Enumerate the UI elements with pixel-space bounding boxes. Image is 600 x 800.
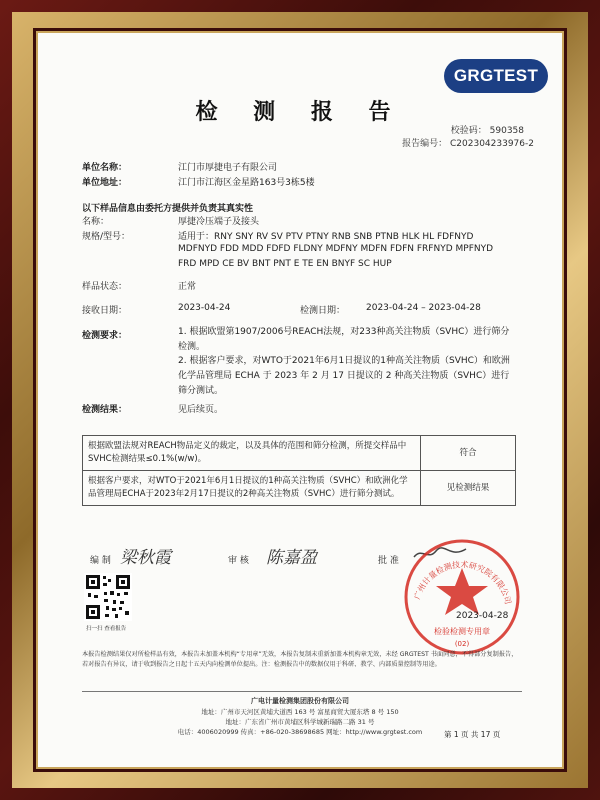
footer-company: 广电计量检测集团股份有限公司 bbox=[251, 697, 349, 705]
official-seal bbox=[403, 538, 521, 656]
qr-caption: 扫一扫 查看报告 bbox=[86, 626, 127, 632]
grgtest-logo: GRGTEST bbox=[444, 59, 548, 93]
reviewer-signature: 陈嘉盈 bbox=[266, 548, 317, 568]
footer-contact: 电话：4006020999 传真：+86-020-38698685 网址：http://www.grgtest.com bbox=[177, 728, 423, 736]
result-label: 检测结果： bbox=[82, 405, 128, 415]
editor-signature: 梁秋霞 bbox=[120, 548, 171, 568]
footer-address: 地址：广州市天河区黄埔大道西 163 号 富星商贸大厦东塔 8 号 150 bbox=[201, 708, 399, 716]
qr-code[interactable] bbox=[84, 573, 132, 621]
test-date: 2023-04-24 – 2023-04-28 bbox=[366, 303, 481, 313]
sample-info-heading: 以下样品信息由委托方提供并负责其真实性 bbox=[82, 204, 254, 214]
requirement-item: 1. 根据欧盟第1907/2006号REACH法规，对233种高关注物质（SVHC）进行筛分检测。 bbox=[178, 327, 510, 352]
sample-state-label: 样品状态： bbox=[82, 282, 128, 292]
unit-address: 江门市江海区金星路163号3栋5楼 bbox=[178, 178, 315, 188]
footer-divider bbox=[82, 691, 522, 692]
seal-date: 2023-04-28 bbox=[456, 611, 509, 621]
report-number-row: 报告编号： C202304233976-2 bbox=[402, 139, 534, 149]
report-notes: 本报告检测结果仅对所检样品有效，本报告未加盖本机构“专用章”无效，本报告复制未重新加盖本机构章无效，未经 GRGTEST 书面同意，不得部分复制报告，若对报告有异议，请于收到报告之日起十五天内向检测单位提出。注：检测报告中的数据仅用于科研、教学、内部质量控制等用途。 bbox=[82, 651, 518, 668]
report-number: C202304233976-2 bbox=[450, 139, 534, 149]
sample-model-label: 规格/型号： bbox=[82, 232, 131, 242]
report-title: 检 测 报 告 bbox=[195, 100, 405, 125]
table-cell-desc: 根据客户要求，对WTO于2021年6月1日提议的1种高关注物质（SVHC）和欧洲化学品管理局ECHA于2023年2月17日提议的2种高关注物质（SVHC）进行筛分测试。 bbox=[83, 471, 421, 506]
table-row bbox=[83, 471, 516, 506]
test-date-label: 检测日期： bbox=[300, 306, 346, 316]
table-row bbox=[83, 436, 516, 471]
unit-name-label: 单位名称： bbox=[82, 163, 128, 173]
footer-address: 地址：广东省广州市黄埔区科学城新瑞路二路 31 号 bbox=[225, 718, 375, 726]
unit-name: 江门市厚捷电子有限公司 bbox=[178, 163, 278, 173]
conclusion-table bbox=[82, 435, 516, 506]
table-cell-result: 符合 bbox=[421, 436, 516, 471]
seal-arc-text: 广州计量检测技术研究院有限公司 bbox=[412, 560, 513, 606]
unit-address-label: 单位地址： bbox=[82, 178, 128, 188]
reviewer-label: 审 核 bbox=[228, 556, 249, 566]
seal-bottom-text: 检验检测专用章 bbox=[434, 627, 490, 636]
requirement-item: 2. 根据客户要求，对WTO于2021年6月1日提议的1种高关注物质（SVHC）和欧洲化学品管理局 ECHA 于 2023 年 2 月 17 日提议的 2 种高关注物质（SVHC）进行筛分测试。 bbox=[178, 356, 510, 396]
requirements-label: 检测要求： bbox=[82, 331, 128, 341]
sample-name: 厚捷冷压端子及接头 bbox=[178, 217, 260, 227]
sample-name-label: 名称： bbox=[82, 217, 110, 227]
sample-model-line: FRD MPD CE BV BNT PNT E TE EN BNYF SC HUP bbox=[178, 259, 392, 269]
sample-model-line: MDFNYD FDD MDD FDFD FLDNY MDFNY MDFN FDFN FRFNYD MPFNYD bbox=[178, 244, 494, 254]
check-code-row: 校验码： 590358 bbox=[450, 126, 524, 136]
received-date-label: 接收日期： bbox=[82, 306, 128, 316]
editor-label: 编 制 bbox=[90, 556, 111, 566]
sample-model-line: 适用于：RNY SNY RV SV PTV PTNY RNB SNB PTNB HLK HL FDFNYD bbox=[178, 232, 474, 242]
seal-number: (02) bbox=[454, 640, 470, 648]
approver-label: 批 准 bbox=[378, 556, 399, 566]
result-value: 见后续页。 bbox=[178, 405, 224, 415]
sample-state: 正常 bbox=[178, 282, 197, 292]
received-date: 2023-04-24 bbox=[178, 303, 231, 313]
report-paper bbox=[38, 33, 562, 767]
table-cell-desc: 根据欧盟法规对REACH物品定义的裁定，以及具体的范围和筛分检测，所提交样品中SVHC检测结果≤0.1%(w/w)。 bbox=[83, 436, 421, 471]
check-code: 590358 bbox=[489, 126, 524, 136]
table-cell-result: 见检测结果 bbox=[421, 471, 516, 506]
page-number: 第 1 页 共 17 页 bbox=[444, 730, 501, 739]
